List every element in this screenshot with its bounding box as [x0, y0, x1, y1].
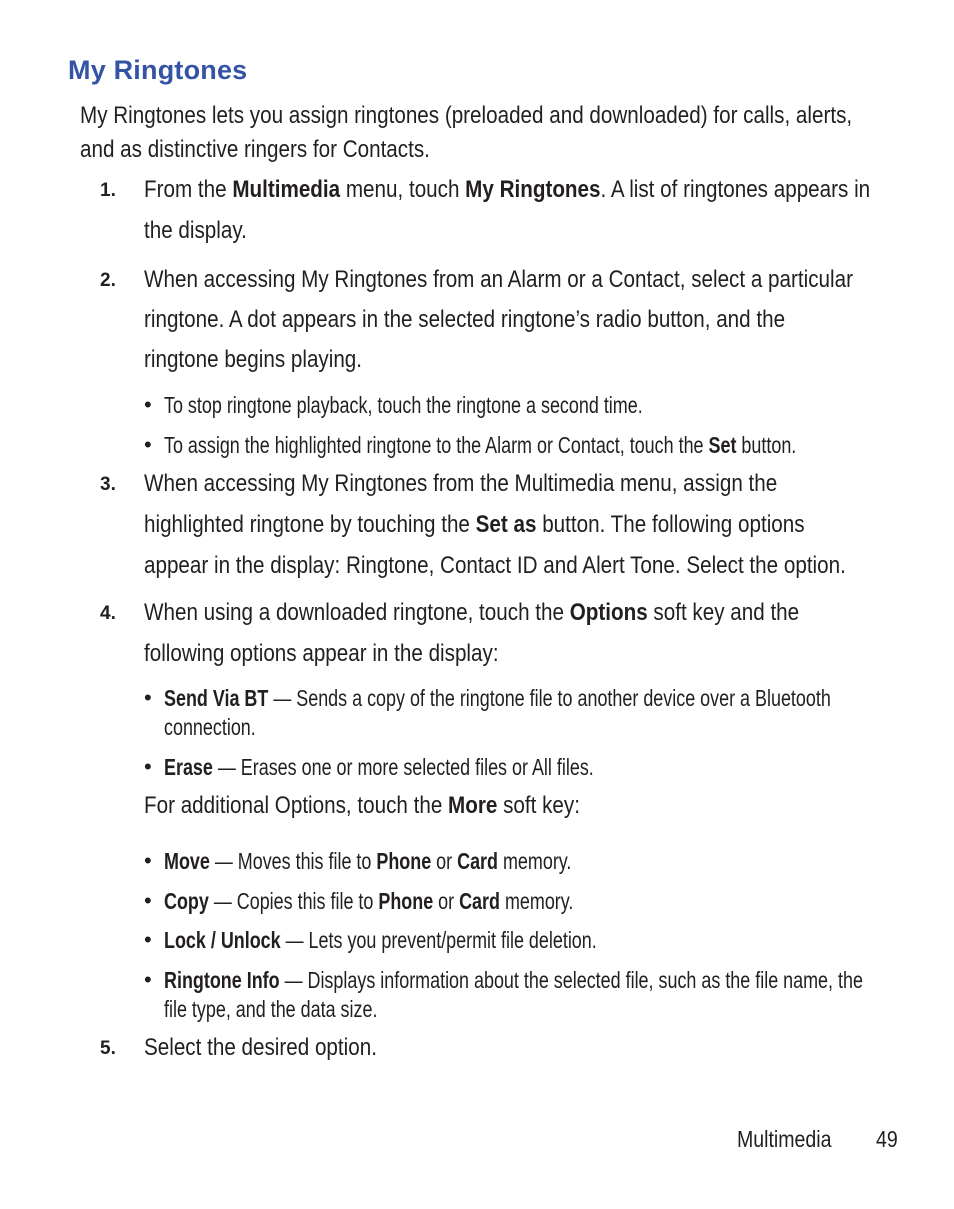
step-2-line-1: When accessing My Ringtones from an Alarm or a Contact, select a particular [144, 266, 853, 293]
step-2-line-3: ringtone begins playing. [144, 346, 363, 373]
bullet-icon: • [144, 848, 152, 873]
step-5-number: 5. [100, 1038, 116, 1059]
bullet-icon: • [144, 432, 152, 457]
step-1-line-1: From the Multimedia menu, touch My Ringtones. A list of ringtones appears in [144, 176, 871, 203]
step-2-bullet-2: To assign the highlighted ringtone to the Alarm or Contact, touch the Set button. [164, 432, 797, 458]
bullet-icon: • [144, 888, 152, 913]
step-2-bullet-1: To stop ringtone playback, touch the ringtone a second time. [164, 392, 643, 418]
intro-line-2: and as distinctive ringers for Contacts. [80, 136, 430, 163]
more-options-text: For additional Options, touch the More soft key: [144, 792, 580, 819]
option-ringtone-info: Ringtone Info — Displays information about the selected file, such as the file name, the [164, 967, 863, 993]
option-send-via-bt-cont: connection. [164, 714, 256, 740]
bullet-icon: • [144, 754, 152, 779]
step-4-line-1: When using a downloaded ringtone, touch the Options soft key and the [144, 599, 800, 626]
step-4-number: 4. [100, 603, 116, 624]
bullet-icon: • [144, 685, 152, 710]
step-4-line-2: following options appear in the display: [144, 640, 499, 667]
step-2-line-2: ringtone. A dot appears in the selected ringtone’s radio button, and the [144, 306, 786, 333]
option-move: Move — Moves this file to Phone or Card memory. [164, 848, 572, 874]
bullet-icon: • [144, 927, 152, 952]
option-send-via-bt: Send Via BT — Sends a copy of the ringtone file to another device over a Bluetooth [164, 685, 831, 711]
option-lock-unlock: Lock / Unlock — Lets you prevent/permit file deletion. [164, 927, 597, 953]
step-3-line-1: When accessing My Ringtones from the Multimedia menu, assign the [144, 470, 778, 497]
option-erase: Erase — Erases one or more selected files or All files. [164, 754, 594, 780]
footer-section: Multimedia [737, 1126, 832, 1152]
option-copy: Copy — Copies this file to Phone or Card memory. [164, 888, 574, 914]
bullet-icon: • [144, 392, 152, 417]
intro-line-1: My Ringtones lets you assign ringtones (preloaded and downloaded) for calls, alerts, [80, 102, 853, 129]
step-3-line-3: appear in the display: Ringtone, Contact ID and Alert Tone. Select the option. [144, 552, 846, 579]
step-5-line-1: Select the desired option. [144, 1034, 377, 1061]
bullet-icon: • [144, 967, 152, 992]
step-1-line-2: the display. [144, 217, 247, 244]
step-3-number: 3. [100, 474, 116, 495]
option-ringtone-info-cont: file type, and the data size. [164, 996, 378, 1022]
step-3-line-2: highlighted ringtone by touching the Set as button. The following options [144, 511, 805, 538]
page-title: My Ringtones [68, 55, 248, 85]
step-2-number: 2. [100, 270, 116, 291]
step-1-number: 1. [100, 180, 116, 201]
page-number: 49 [876, 1126, 898, 1152]
